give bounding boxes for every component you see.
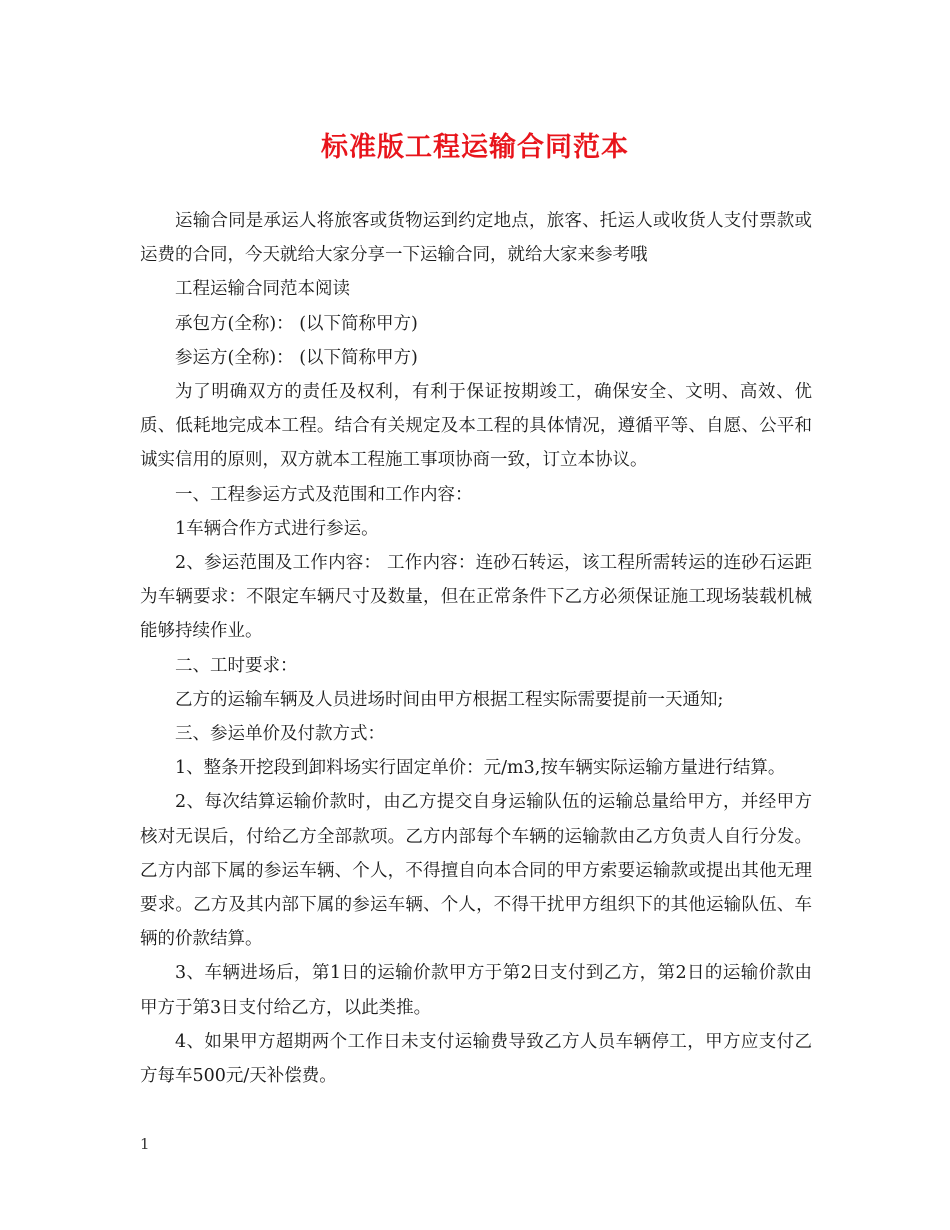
paragraph: 4、如果甲方超期两个工作日未支付运输费导致乙方人员车辆停工，甲方应支付乙方每车500元/天补偿费。 bbox=[140, 1031, 812, 1087]
paragraph: 1、整条开挖段到卸料场实行固定单价：元/m3,按车辆实际运输方量进行结算。 bbox=[175, 758, 786, 779]
paragraph: 2、参运范围及工作内容： 工作内容：连砂石转运，该工程所需转运的连砂石运距为车辆要求：不限定车辆尺寸及数量，但在正常条件下乙方必须保证施工现场装载机械能够持续作业。 bbox=[140, 553, 812, 642]
document-title: 标准版工程运输合同范本 bbox=[321, 132, 629, 163]
paragraph: 工程运输合同范本阅读 bbox=[175, 279, 350, 300]
paragraph: 参运方(全称)： (以下简称甲方) bbox=[175, 347, 418, 368]
paragraph: 一、工程参运方式及范围和工作内容： bbox=[175, 484, 473, 505]
paragraph: 三、参运单价及付款方式： bbox=[175, 724, 385, 745]
paragraph: 1车辆合作方式进行参运。 bbox=[175, 518, 379, 539]
paragraph: 承包方(全称)： (以下简称甲方) bbox=[175, 313, 418, 334]
page-number: 1 bbox=[140, 1135, 150, 1153]
paragraph: 2、每次结算运输价款时，由乙方提交自身运输队伍的运输总量给甲方，并经甲方核对无误后，付给乙方全部款项。乙方内部每个车辆的运输款由乙方负责人自行分发。乙方内部下属的参运车辆、个人，不得擅自向本合同的甲方索要运输款或提出其他无理要求。乙方及其内部下属的参运车辆、个人，不得干扰甲方组织下的其他运输队伍、车辆的价款结算。 bbox=[140, 792, 812, 950]
document-body bbox=[140, 204, 812, 1093]
paragraph: 运输合同是承运人将旅客或货物运到约定地点，旅客、托运人或收货人支付票款或运费的合同，今天就给大家分享一下运输合同，就给大家来参考哦 bbox=[140, 211, 812, 266]
paragraph: 3、车辆进场后，第1日的运输价款甲方于第2日支付到乙方，第2日的运输价款由甲方于第3日支付给乙方，以此类推。 bbox=[140, 963, 812, 1018]
paragraph: 为了明确双方的责任及权利，有利于保证按期竣工，确保安全、文明、高效、优质、低耗地完成本工程。结合有关规定及本工程的具体情况，遵循平等、自愿、公平和诚实信用的原则，双方就本工程施工事项协商一致，订立本协议。 bbox=[140, 382, 812, 471]
paragraph: 乙方的运输车辆及人员进场时间由甲方根据工程实际需要提前一天通知; bbox=[175, 689, 724, 710]
paragraph: 二、工时要求： bbox=[175, 655, 298, 676]
